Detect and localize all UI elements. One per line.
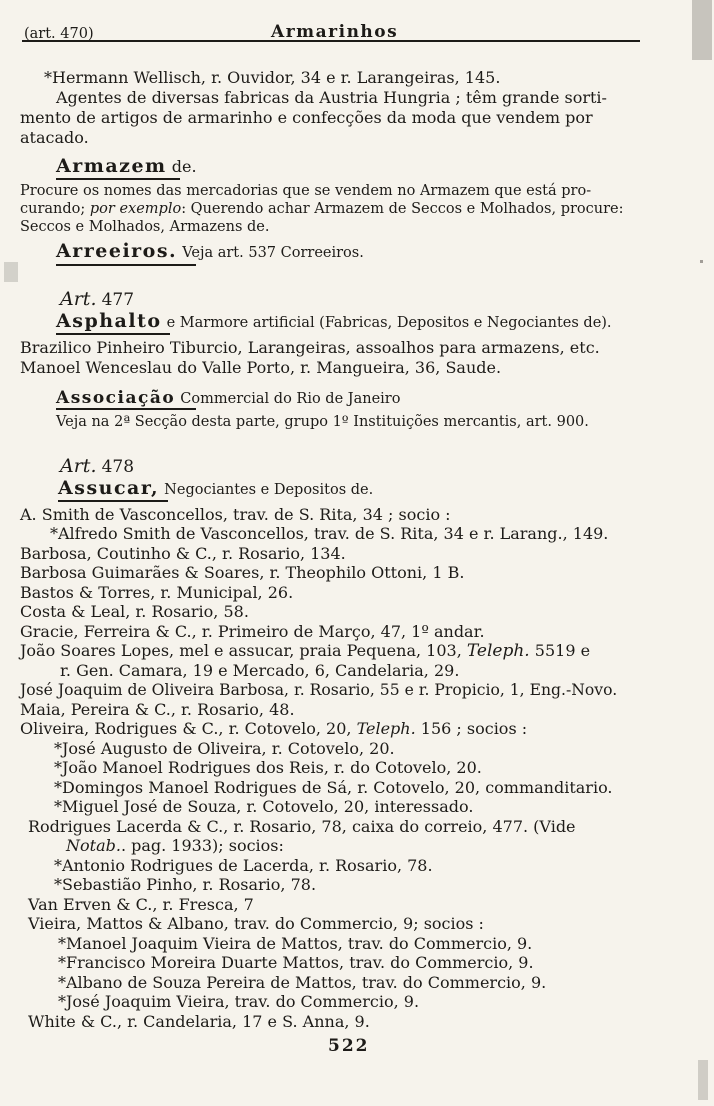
assucar-line-part: 156 ; socios :	[420, 719, 528, 738]
assucar-line: José Joaquim de Oliveira Barbosa, r. Rosario, 55 e r. Propicio, 1, Eng.-Novo.	[20, 681, 618, 699]
assucar-line	[20, 641, 590, 661]
assucar-line: *Alfredo Smith de Vasconcellos, trav. de S. Rita, 34 e r. Larang., 149.	[50, 524, 609, 543]
assucar-line-part: Oliveira, Rodrigues & C., r. Cotovelo, 20,	[20, 719, 352, 738]
assucar-line: *José Augusto de Oliveira, r. Cotovelo, 20.	[54, 739, 395, 758]
assucar-line: *Albano de Souza Pereira de Mattos, trav. do Commercio, 9.	[58, 973, 547, 992]
assucar-line: *Sebastião Pinho, r. Rosario, 78.	[54, 875, 317, 894]
arreeiros-rule	[56, 264, 196, 266]
assucar-line: White & C., r. Candelaria, 17 e S. Anna, 9.	[28, 1012, 370, 1031]
art-478-number: 478	[101, 457, 135, 477]
assucar-line: Gracie, Ferreira & C., r. Primeiro de Março, 47, 1º andar.	[20, 622, 485, 641]
assucar-line: Costa & Leal, r. Rosario, 58.	[20, 602, 249, 621]
assucar-heading: Assucar,	[58, 477, 160, 499]
assucar-line	[66, 836, 284, 856]
asphalto-headline: e Marmore artificial (Fabricas, Depositos e Negociantes de).	[166, 315, 612, 331]
assucar-line: A. Smith de Vasconcellos, trav. de S. Rita, 34 ; socio :	[20, 505, 451, 524]
teleph-label: Teleph.	[356, 719, 416, 738]
art-477-label	[60, 289, 134, 310]
assucar-line: *Francisco Moreira Duarte Mattos, trav. do Commercio, 9.	[58, 953, 534, 972]
assucar-line: *Antonio Rodrigues de Lacerda, r. Rosario, 78.	[54, 856, 433, 875]
arreeiros-line	[56, 241, 364, 263]
asphalto-entry-1: Brazilico Pinheiro Tiburcio, Larangeiras, assoalhos para armazens, etc.	[20, 338, 600, 357]
teleph-label: Teleph.	[466, 641, 530, 661]
assucar-line: Barbosa Guimarães & Soares, r. Theophilo Ottoni, 1 B.	[20, 563, 465, 582]
header-article-ref: (art. 470)	[24, 26, 94, 42]
assucar-line-part: João Soares Lopes, mel e assucar, praia Pequena, 103,	[20, 641, 462, 660]
intro-line-1: *Hermann Wellisch, r. Ouvidor, 34 e r. Larangeiras, 145.	[44, 68, 501, 87]
assucar-line: *Manoel Joaquim Vieira de Mattos, trav. do Commercio, 9.	[58, 934, 533, 953]
assucar-line: Vieira, Mattos & Albano, trav. do Commercio, 9; socios :	[28, 914, 484, 933]
assucar-line-part: 5519 e	[534, 641, 591, 660]
arreeiros-text: Veja art. 537 Correeiros.	[182, 245, 364, 261]
armazem-heading-line	[56, 156, 197, 177]
armazem-suffix: de.	[171, 157, 197, 176]
assucar-line: Barbosa, Coutinho & C., r. Rosario, 134.	[20, 544, 346, 563]
assucar-line: Van Erven & C., r. Fresca, 7	[28, 895, 254, 914]
associacao-headline: Commercial do Rio de Janeiro	[180, 391, 401, 407]
art-477-prefix: Art.	[60, 288, 97, 310]
asphalto-entry-2: Manoel Wenceslau do Valle Porto, r. Manguеira, 36, Saude.	[20, 358, 502, 377]
assucar-line-part: . pag. 1933); socios:	[120, 836, 284, 855]
armazem-line-3: Seccos e Molhados, Armazens de.	[20, 219, 270, 235]
asphalto-heading: Asphalto	[56, 310, 162, 332]
assucar-line: Bastos & Torres, r. Municipal, 26.	[20, 583, 294, 602]
art-477-number: 477	[101, 290, 135, 310]
assucar-headline: Negociantes e Depositos de.	[164, 482, 374, 498]
intro-line-4: atacado.	[20, 128, 89, 147]
assucar-line: *Domingos Manoel Rodrigues de Sá, r. Cotovelo, 20, commanditario.	[54, 778, 613, 797]
scan-edge-mark	[692, 0, 712, 60]
assucar-line: *João Manoel Rodrigues dos Reis, r. do Cotovelo, 20.	[54, 758, 482, 777]
intro-line-2: Agentes de diversas fabricas da Austria Hungria ; têm grande sorti-	[56, 88, 607, 107]
asphalto-rule	[56, 333, 170, 335]
assucar-line: *José Joaquim Vieira, trav. do Commercio, 9.	[58, 992, 420, 1011]
notab-label: Notab.	[66, 836, 121, 855]
assucar-line: Rodrigues Lacerda & C., r. Rosario, 78, caixa do correio, 477. (Vide	[28, 817, 576, 836]
armazem-example: por exemplo	[89, 201, 182, 217]
armazem-rule	[56, 178, 180, 180]
assucar-rule	[58, 500, 168, 502]
arreeiros-heading: Arreeiros.	[56, 240, 178, 262]
art-478-prefix: Art.	[60, 455, 97, 477]
associacao-heading-line	[56, 388, 400, 409]
intro-line-3: mento de artigos de armarinho e confecções da moda que vendem por	[20, 108, 593, 127]
assucar-heading-line	[58, 478, 373, 500]
armazem-line-2	[20, 199, 624, 219]
assucar-line: r. Gen. Camara, 19 e Mercado, 6, Candelaria, 29.	[60, 661, 460, 680]
header-rule	[22, 40, 640, 42]
associacao-heading: Associação	[56, 388, 176, 408]
associacao-text: Veja na 2ª Secção desta parte, grupo 1º Instituições mercantis, art. 900.	[56, 414, 589, 430]
assucar-line	[20, 719, 527, 739]
armazem-line-2a: curando;	[20, 201, 86, 217]
scan-speck	[4, 262, 18, 282]
armazem-line-2c: : Querendo achar Armazem de Seccos e Molhados, procure:	[181, 201, 624, 217]
assucar-line: *Miguel José de Souza, r. Cotovelo, 20, interessado.	[54, 797, 474, 816]
armazem-line-1: Procure os nomes das mercadorias que se vendem no Armazem que está pro-	[20, 183, 592, 199]
page-title: Armarinhos	[271, 22, 399, 42]
associacao-rule	[56, 408, 196, 410]
page-number: 522	[328, 1036, 370, 1056]
assucar-line: Maia, Pereira & C., r. Rosario, 48.	[20, 700, 295, 719]
art-478-label	[60, 456, 134, 477]
armazem-heading: Armazem	[56, 155, 167, 177]
scan-edge-mark	[698, 1060, 708, 1100]
scan-speck	[700, 260, 703, 263]
asphalto-heading-line	[56, 311, 612, 333]
